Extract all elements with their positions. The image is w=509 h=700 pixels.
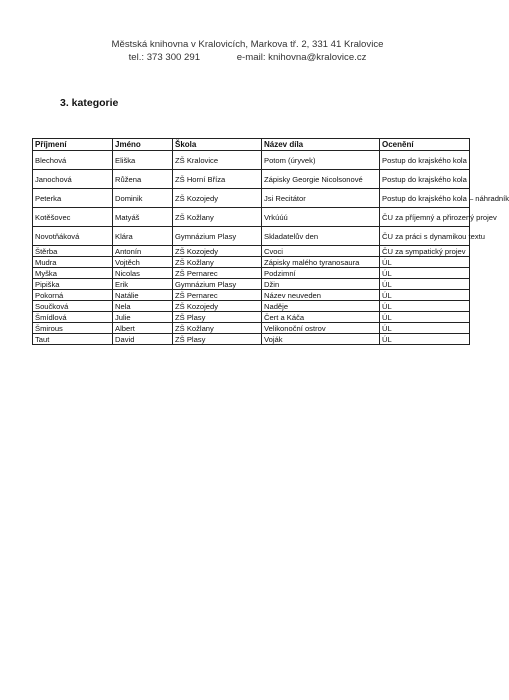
cell-school: ZŠ Kozojedy: [173, 301, 262, 312]
cell-award: ÚL: [380, 268, 470, 279]
cell-surname: Mudra: [33, 257, 113, 268]
cell-surname: Taut: [33, 334, 113, 345]
library-address: Městská knihovna v Kralovicích, Markova tř. 2, 331 41 Kralovice: [111, 39, 384, 50]
table-row: [33, 290, 470, 301]
column-header-work: Název díla: [262, 139, 380, 151]
cell-award: Postup do krajského kola: [380, 151, 470, 170]
cell-work: Voják: [262, 334, 380, 345]
cell-award: ČU za práci s dynamikou textu: [380, 227, 470, 246]
cell-school: ZŠ Pernarec: [173, 290, 262, 301]
cell-work: Čert a Káča: [262, 312, 380, 323]
table-row: [33, 208, 470, 227]
cell-work: Džin: [262, 279, 380, 290]
cell-award: ÚL: [380, 323, 470, 334]
cell-work: Skladatelův den: [262, 227, 380, 246]
cell-school: Gymnázium Plasy: [173, 227, 262, 246]
cell-work: Zápisky Georgie Nicolsonové: [262, 170, 380, 189]
cell-surname: Janochová: [33, 170, 113, 189]
cell-school: ZŠ Horní Bříza: [173, 170, 262, 189]
cell-award: ČU za sympatický projev: [380, 246, 470, 257]
cell-school: ZŠ Plasy: [173, 312, 262, 323]
cell-work: Potom (úryvek): [262, 151, 380, 170]
cell-surname: Pokorná: [33, 290, 113, 301]
cell-surname: Myška: [33, 268, 113, 279]
column-header-name: Jméno: [113, 139, 173, 151]
cell-name: Eliška: [113, 151, 173, 170]
cell-award: ÚL: [380, 312, 470, 323]
cell-surname: Pipiška: [33, 279, 113, 290]
cell-work: Podzimní: [262, 268, 380, 279]
cell-school: ZŠ Kralovice: [173, 151, 262, 170]
table-row: [33, 268, 470, 279]
cell-work: Jsi Recitátor: [262, 189, 380, 208]
cell-name: Julie: [113, 312, 173, 323]
table-header-row: [33, 139, 470, 151]
cell-work: Vrkúúú: [262, 208, 380, 227]
cell-name: Albert: [113, 323, 173, 334]
cell-award: ÚL: [380, 301, 470, 312]
cell-name: Antonín: [113, 246, 173, 257]
cell-name: Růžena: [113, 170, 173, 189]
cell-school: ZŠ Pernarec: [173, 268, 262, 279]
table-row: [33, 301, 470, 312]
contact-line: [0, 51, 495, 64]
cell-name: Dominik: [113, 189, 173, 208]
cell-surname: Kotěšovec: [33, 208, 113, 227]
column-header-surname: Příjmení: [33, 139, 113, 151]
cell-school: Gymnázium Plasy: [173, 279, 262, 290]
cell-school: ZŠ Kožlany: [173, 323, 262, 334]
cell-surname: Šmídlová: [33, 312, 113, 323]
cell-work: Velikonoční ostrov: [262, 323, 380, 334]
table-row: [33, 279, 470, 290]
cell-award: ÚL: [380, 290, 470, 301]
cell-award: ÚL: [380, 257, 470, 268]
cell-surname: Peterka: [33, 189, 113, 208]
cell-work: Zápisky malého tyranosaura: [262, 257, 380, 268]
cell-surname: Štěrba: [33, 246, 113, 257]
table-row: [33, 323, 470, 334]
cell-name: Nela: [113, 301, 173, 312]
table-row: [33, 246, 470, 257]
cell-name: Matyáš: [113, 208, 173, 227]
cell-award: ÚL: [380, 279, 470, 290]
table-row: [33, 257, 470, 268]
cell-surname: Novotňáková: [33, 227, 113, 246]
cell-school: ZŠ Kožlany: [173, 208, 262, 227]
cell-school: ZŠ Plasy: [173, 334, 262, 345]
cell-surname: Blechová: [33, 151, 113, 170]
column-header-school: Škola: [173, 139, 262, 151]
table-row: [33, 334, 470, 345]
cell-award: Postup do krajského kola – náhradník: [380, 189, 470, 208]
table-row: [33, 227, 470, 246]
cell-name: Klára: [113, 227, 173, 246]
cell-school: ZŠ Kožlany: [173, 257, 262, 268]
cell-surname: Šmirous: [33, 323, 113, 334]
table-row: [33, 189, 470, 208]
cell-surname: Součková: [33, 301, 113, 312]
cell-name: Natálie: [113, 290, 173, 301]
table-row: [33, 151, 470, 170]
cell-name: David: [113, 334, 173, 345]
cell-school: ZŠ Kozojedy: [173, 246, 262, 257]
cell-school: ZŠ Kozojedy: [173, 189, 262, 208]
table-row: [33, 312, 470, 323]
letterhead: [0, 38, 495, 64]
cell-award: ÚL: [380, 334, 470, 345]
cell-work: Cvoci: [262, 246, 380, 257]
cell-award: ČU za příjemný a přirozený projev: [380, 208, 470, 227]
column-header-award: Ocenění: [380, 139, 470, 151]
cell-work: Naděje: [262, 301, 380, 312]
results-table: [32, 138, 509, 345]
phone-number: tel.: 373 300 291: [128, 52, 201, 63]
cell-name: Nicolas: [113, 268, 173, 279]
table-row: [33, 170, 470, 189]
email-address: e-mail: knihovna@kralovice.cz: [236, 52, 367, 63]
cell-name: Erik: [113, 279, 173, 290]
category-heading: 3. kategorie: [60, 97, 119, 109]
cell-work: Název neuveden: [262, 290, 380, 301]
cell-award: Postup do krajského kola: [380, 170, 470, 189]
cell-name: Vojtěch: [113, 257, 173, 268]
